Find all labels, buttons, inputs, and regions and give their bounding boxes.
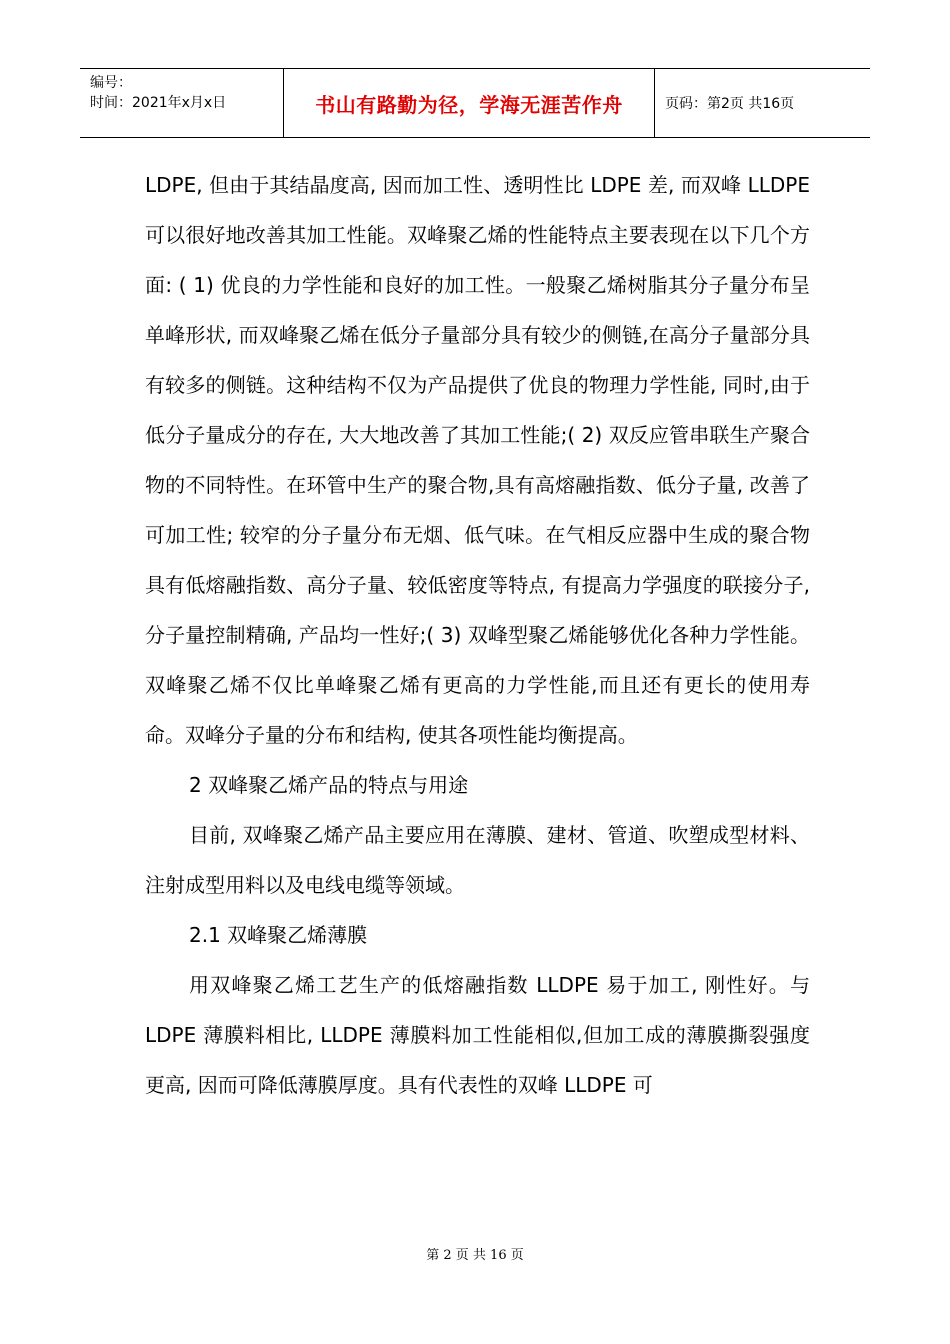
page-header	[80, 68, 870, 138]
header-meta	[80, 69, 283, 137]
section-heading-2-1: 2.1 双峰聚乙烯薄膜	[189, 923, 368, 947]
header-motto: 书山有路勤为径，学海无涯苦作舟	[283, 69, 655, 137]
document-number-label: 编号：	[90, 75, 132, 91]
body-paragraph: LDPE, 但由于其结晶度高, 因而加工性、透明性比 LDPE 差, 而双峰 LLDPE 可以很好地改善其加工性能。双峰聚乙烯的性能特点主要表现在以下几个方面: ( 1) 优良的力学性能和良好的加工性。一般聚乙烯树脂其分子量分布呈单峰形状, 而双峰聚乙烯在低分子量部分具有较少的侧链,在高分子量部分具有较多的侧链。这种结构不仅为产品提供了优良的物理力学性能, 同时,由于低分子量成分的存在, 大大地改善了其加工性能;( 2) 双反应管串联生产聚合物的不同特性。在环管中生产的聚合物,具有高熔融指数、低分子量, 改善了可加工性; 较窄的分子量分布无烟、低气味。在气相反应器中生成的聚合物具有低熔融指数、高分子量、较低密度等特点, 有提高力学强度的联接分子, 分子量控制精确, 产品均一性好;( 3) 双峰型聚乙烯能够优化各种力学性能。双峰聚乙烯不仅比单峰聚乙烯有更高的力学性能,而且还有更长的使用寿命。双峰分子量的分布和结构, 使其各项性能均衡提高。	[145, 173, 810, 747]
page-footer: 第 2 页 共 16 页	[426, 1248, 524, 1263]
document-time-label: 时间：2021年x月x日	[90, 95, 227, 111]
document-body	[145, 160, 810, 1110]
header-page-number: 页码：第2页 共16页	[665, 96, 795, 112]
body-paragraph: 目前, 双峰聚乙烯产品主要应用在薄膜、建材、管道、吹塑成型材料、注射成型用料以及电线电缆等领域。	[145, 823, 810, 897]
section-heading-2: 2 双峰聚乙烯产品的特点与用途	[189, 773, 469, 797]
body-paragraph: 用双峰聚乙烯工艺生产的低熔融指数 LLDPE 易于加工, 刚性好。与 LDPE 薄膜料相比, LLDPE 薄膜料加工性能相似,但加工成的薄膜撕裂强度更高, 因而可降低薄膜厚度。具有代表性的双峰 LLDPE 可	[145, 973, 810, 1097]
